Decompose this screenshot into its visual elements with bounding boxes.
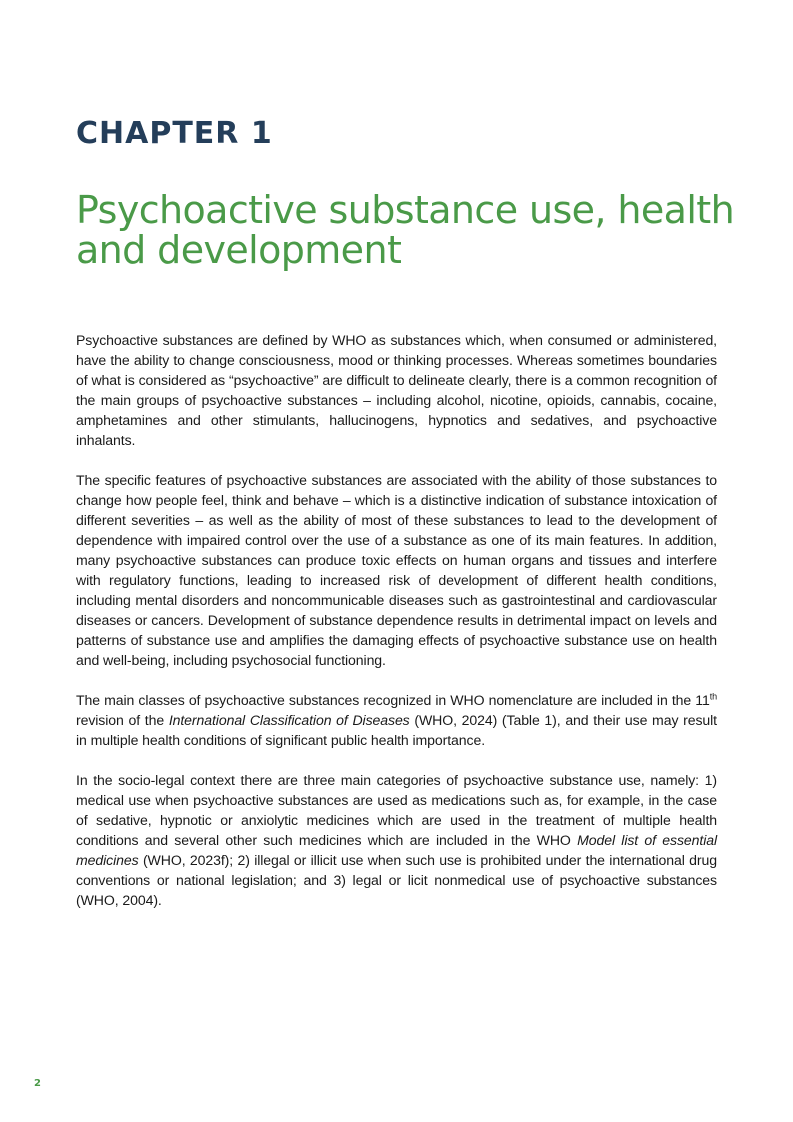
page-number: 2 — [34, 1078, 41, 1089]
essential-medicines-title: Model list of essential medicines — [76, 832, 717, 868]
chapter-title: Psychoactive substance use, health and development — [76, 188, 735, 272]
paragraph-4-lead: In the socio-legal context there are three main categories of psychoactive substance use, namely: 1) medical use when psychoactive substances are used as medications such as, for example, in the case of sedative, hypnotic or anxiolytic medicines which are used in the treatment of multiple health conditions and several other such medicines which are included in the WHO — [76, 772, 717, 848]
paragraph-2: The specific features of psychoactive substances are associated with the ability of those substances to change how people feel, think and behave – which is a distinctive indication of substance intoxication of different severities – as well as the ability of most of these substances to lead to the development of dependence with impaired control over the use of a substance as one of its main features. In addition, many psychoactive substances can produce toxic effects on human organs and tissues and interfere with regulatory functions, leading to increased risk of development of different health conditions, including mental disorders and noncommunicable diseases such as gastrointestinal and cardiovascular diseases or cancers. Development of substance dependence results in detrimental impact on levels and patterns of substance use and amplifies the damaging effects of psychoactive substance use on health and well-being, including psychosocial functioning. — [76, 472, 717, 668]
chapter-label: CHAPTER 1 — [76, 116, 273, 151]
paragraph-4 — [76, 770, 717, 910]
paragraph-3-tail: (WHO, 2024) (Table 1), and their use may result in multiple health conditions of significant public health importance. — [76, 712, 717, 748]
icd-title: International Classification of Diseases — [168, 712, 410, 728]
paragraph-3-lead: The main classes of psychoactive substances recognized in WHO nomenclature are included in the 11 — [76, 692, 710, 708]
ordinal-superscript: th — [709, 691, 717, 702]
paragraph-3-mid: revision of the — [76, 712, 169, 728]
paragraph-4-tail: (WHO, 2023f); 2) illegal or illicit use when such use is prohibited under the international drug conventions or national legislation; and 3) legal or licit nonmedical use of psychoactive substances (WHO, 2004). — [76, 852, 717, 908]
paragraph-3 — [76, 690, 717, 750]
paragraph-1: Psychoactive substances are defined by WHO as substances which, when consumed or administered, have the ability to change consciousness, mood or thinking processes. Whereas sometimes boundaries of what is considered as “psychoactive” are difficult to delineate clearly, there is a common recognition of the main groups of psychoactive substances – including alcohol, nicotine, opioids, cannabis, cocaine, amphetamines and other stimulants, hallucinogens, hypnotics and sedatives, and psychoactive inhalants. — [76, 332, 717, 448]
body-text — [76, 330, 717, 930]
